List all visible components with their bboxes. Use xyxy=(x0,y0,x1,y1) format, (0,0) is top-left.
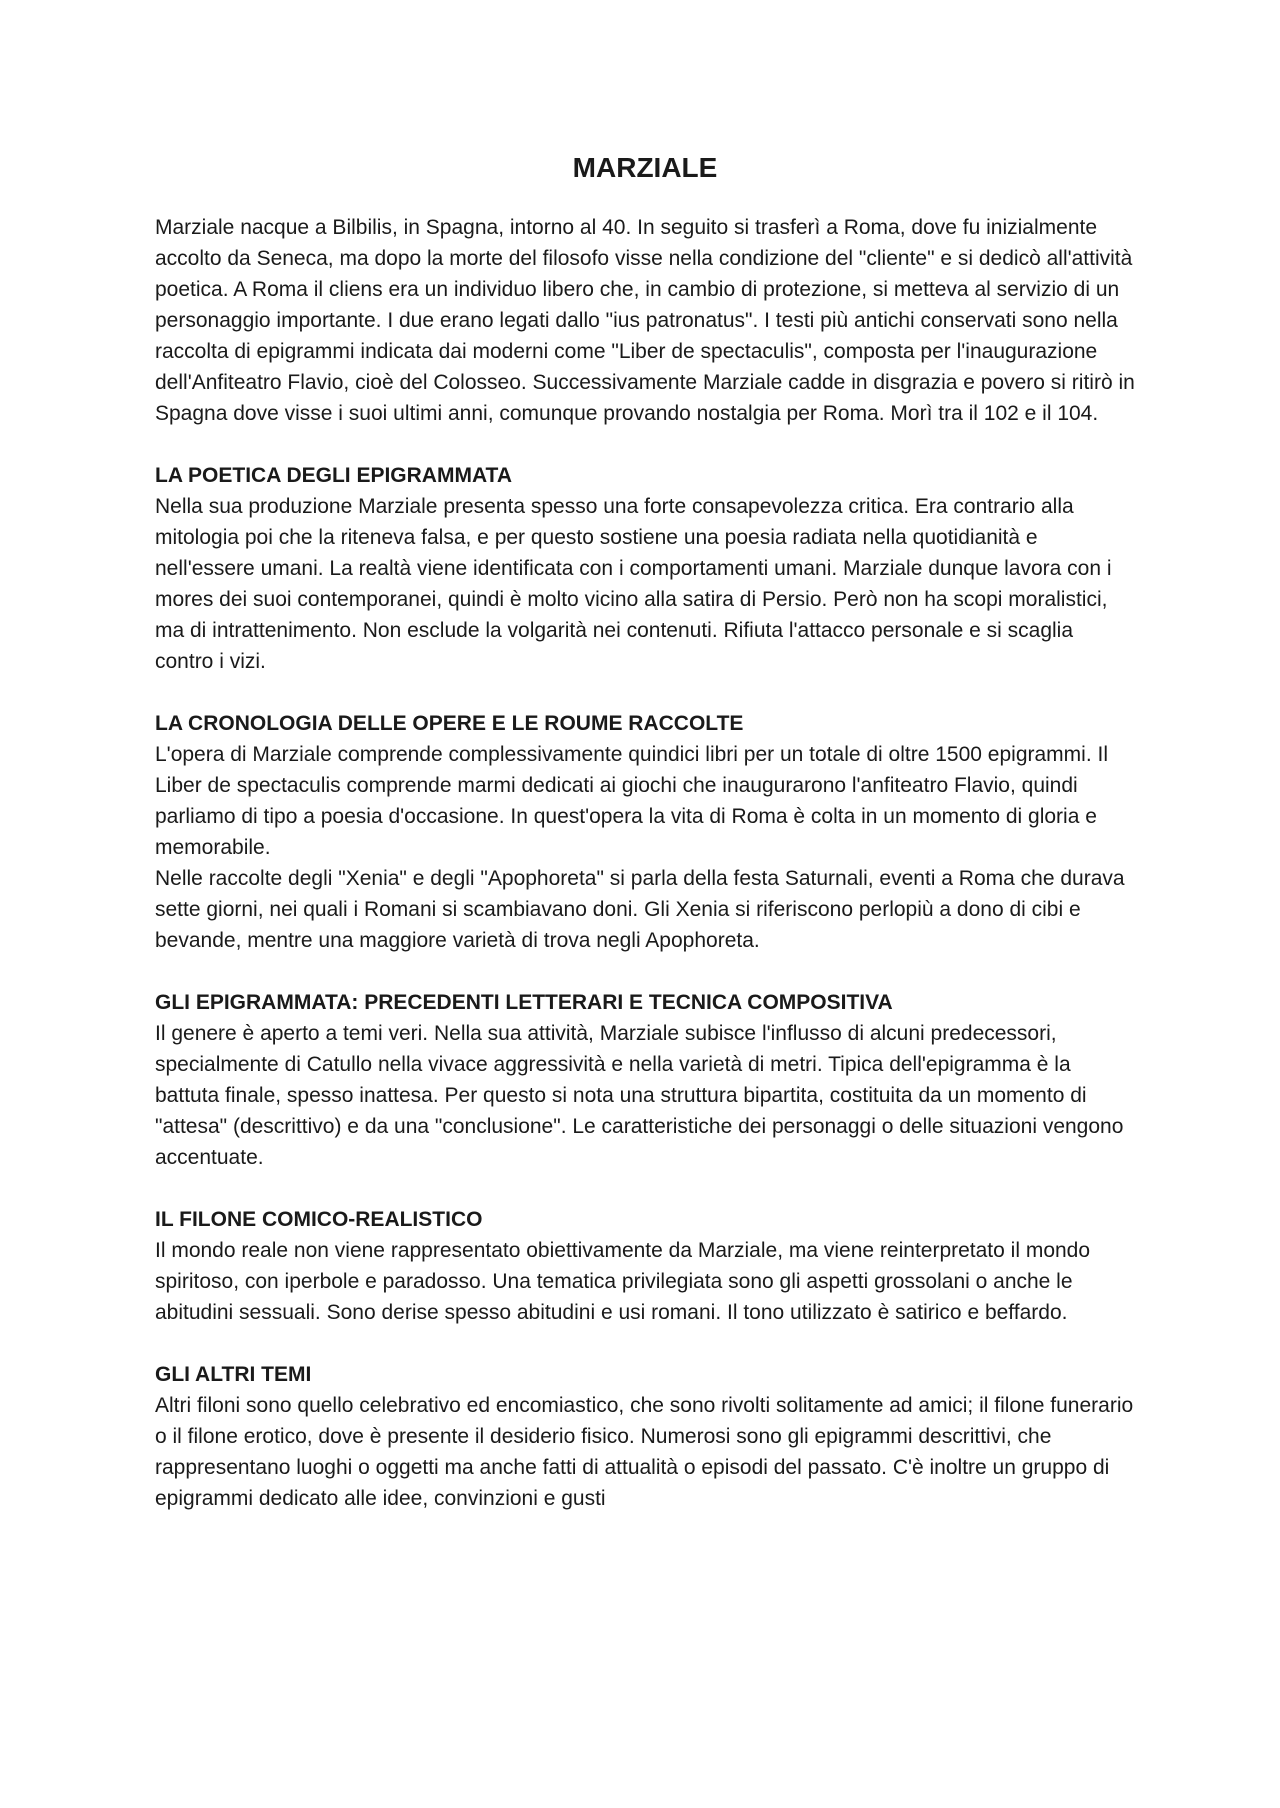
document-page xyxy=(155,150,1135,1545)
section-paragraph: Altri filoni sono quello celebrativo ed encomiastico, che sono rivolti solitamente ad amici; il filone funerario o il filone erotico, dove è presente il desiderio fisico. Numerosi sono gli epigrammi descrittivi, che rappresentano luoghi o oggetti ma anche fatti di attualità o episodi del passato. C'è inoltre un gruppo di epigrammi dedicato alle idee, convinzioni e gusti xyxy=(155,1394,1134,1510)
section-paragraph: Il mondo reale non viene rappresentato obiettivamente da Marziale, ma viene reinterpretato il mondo spiritoso, con iperbole e paradosso. Una tematica privilegiata sono gli aspetti grossolani o anche le abitudini sessuali. Sono derise spesso abitudini e usi romani. Il tono utilizzato è satirico e beffardo. xyxy=(155,1239,1091,1324)
section-comico-realistico xyxy=(155,1204,1135,1328)
section-heading: GLI ALTRI TEMI xyxy=(155,1363,312,1386)
intro-section xyxy=(155,212,1135,429)
section-paragraph: Nelle raccolte degli "Xenia" e degli "Apophoreta" si parla della festa Saturnali, eventi a Roma che durava sette giorni, nei quali i Romani si scambiavano doni. Gli Xenia si riferiscono perlopiù a dono di cibi e bevande, mentre una maggiore varietà di trova negli Apophoreta. xyxy=(155,867,1125,952)
section-heading: GLI EPIGRAMMATA: PRECEDENTI LETTERARI E TECNICA COMPOSITIVA xyxy=(155,991,893,1014)
section-paragraph: Il genere è aperto a temi veri. Nella sua attività, Marziale subisce l'influsso di alcuni predecessori, specialmente di Catullo nella vivace aggressività e nella varietà di metri. Tipica dell'epigramma è la battuta finale, spesso inattesa. Per questo si nota una struttura bipartita, costituita da un momento di "attesa" (descrittivo) e da una "conclusione". Le caratteristiche dei personaggi o delle situazioni vengono accentuate. xyxy=(155,1022,1124,1169)
section-cronologia xyxy=(155,708,1135,956)
intro-paragraph: Marziale nacque a Bilbilis, in Spagna, intorno al 40. In seguito si trasferì a Roma, dove fu inizialmente accolto da Seneca, ma dopo la morte del filosofo visse nella condizione del "cliente" e si dedicò all'attività poetica. A Roma il cliens era un individuo libero che, in cambio di protezione, si metteva al servizio di un personaggio importante. I due erano legati dallo "ius patronatus". I testi più antichi conservati sono nella raccolta di epigrammi indicata dai moderni come "Liber de spectaculis", composta per l'inaugurazione dell'Anfiteatro Flavio, cioè del Colosseo. Successivamente Marziale cadde in disgrazia e povero si ritirò in Spagna dove visse i suoi ultimi anni, comunque provando nostalgia per Roma. Morì tra il 102 e il 104. xyxy=(155,216,1135,425)
section-poetica xyxy=(155,460,1135,677)
section-paragraph: L'opera di Marziale comprende complessivamente quindici libri per un totale di oltre 1500 epigrammi. Il Liber de spectaculis comprende marmi dedicati ai giochi che inaugurarono l'anfiteatro Flavio, quindi parliamo di tipo a poesia d'occasione. In quest'opera la vita di Roma è colta in un momento di gloria e memorabile. xyxy=(155,743,1108,859)
document-title: MARZIALE xyxy=(572,152,718,183)
section-paragraph: Nella sua produzione Marziale presenta spesso una forte consapevolezza critica. Era contrario alla mitologia poi che la riteneva falsa, e per questo sostiene una poesia radiata nella quotidianità e nell'essere umani. La realtà viene identificata con i comportamenti umani. Marziale dunque lavora con i mores dei suoi contemporanei, quindi è molto vicino alla satira di Persio. Però non ha scopi moralistici, ma di intrattenimento. Non esclude la volgarità nei contenuti. Rifiuta l'attacco personale e si scaglia contro i vizi. xyxy=(155,495,1112,673)
section-heading: LA CRONOLOGIA DELLE OPERE E LE ROUME RACCOLTE xyxy=(155,712,744,735)
section-heading: IL FILONE COMICO-REALISTICO xyxy=(155,1208,483,1231)
section-precedenti xyxy=(155,987,1135,1173)
section-altri-temi xyxy=(155,1359,1135,1514)
section-heading: LA POETICA DEGLI EPIGRAMMATA xyxy=(155,464,512,487)
